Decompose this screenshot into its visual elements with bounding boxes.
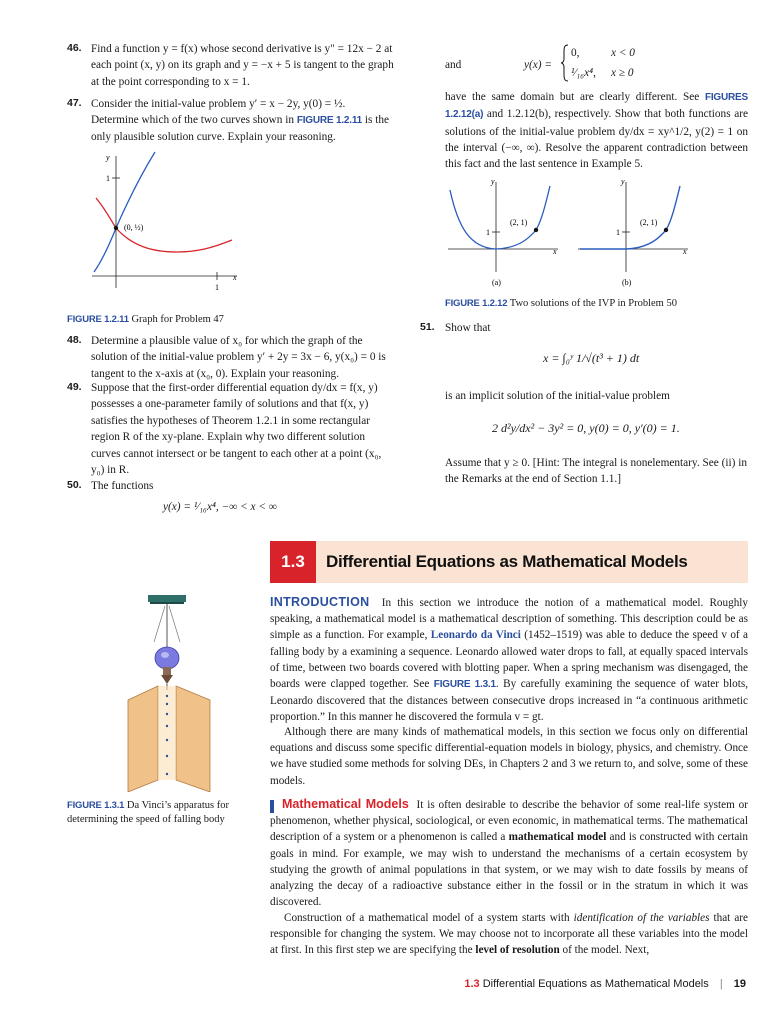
- problem-text: The functions: [91, 480, 154, 492]
- mathematical-models-paragraph: [270, 796, 748, 910]
- y-axis-label: y: [621, 177, 625, 186]
- figure-1-2-11-plot: [82, 148, 252, 294]
- figure-1-2-11-caption: [67, 313, 367, 327]
- text: have the same domain but are clearly different. See: [445, 91, 705, 103]
- problem-48: [67, 333, 395, 382]
- bold-term: mathematical model: [508, 831, 607, 844]
- figure-1-3-1-caption: [67, 799, 267, 827]
- text: It is often desirable to describe the behavior of some real-life system or phenomenon, whether physical, sociological, or even economic, in mathematical terms. The mathematical description of a system or a phenomenon is called a: [270, 799, 748, 844]
- problem-text: Find a function y = f(x) whose second derivative is y" = 12x − 2 at each point (x, y) on its graph and y = −x + 5 is tangent to the graph at the point corresponding to x = 1.: [91, 43, 394, 88]
- problem-text: Determine a plausible value of x₀ for which the graph of the solution of the initial-value problem y′ + 2y = 3x − 6, y(x₀) = 0 is tangent to the x-axis at (x₀, 0). Explain your reasoning.: [91, 335, 386, 380]
- da-vinci-apparatus-illustration: [120, 592, 240, 792]
- figure-1-2-12b-plot: [570, 172, 700, 292]
- problem-46: [67, 41, 395, 90]
- introduction-paragraph-2: [270, 724, 748, 789]
- caption-label: FIGURE 1.2.11: [67, 314, 129, 325]
- text: of the model. Next,: [559, 944, 650, 957]
- problem-number: 49.: [67, 381, 82, 393]
- problem-50: [67, 478, 395, 494]
- mathematical-models-paragraph-2: [270, 910, 748, 959]
- point-label: (2, 1): [510, 218, 528, 227]
- text: . By carefully examining the sequence of water blots, Leonardo discovered that the distances between consecutive drops increased in “a continuous arithmetic proportion.” In this manner he discovered the formula v = gt.: [270, 678, 748, 724]
- subfigure-label-b: (b): [622, 278, 632, 287]
- figure-reference[interactable]: FIGURES 1.2.12(a): [445, 92, 748, 121]
- text: and is constructed with certain goals in mind. For example, we may wish to understand the mechanisms of a certain ecosystem by studying the growth of animal populations in that system, or we may wish to date fossils by means of analyzing the decay of a radioactive substance either in the fossil or in the stratum in which it was discovered.: [270, 831, 748, 909]
- problem-51-tail: Assume that y ≥ 0. [Hint: The integral is nonelementary. See (ii) in the Remarks at the end of Section 1.1.]: [445, 457, 748, 486]
- page-footer: [464, 977, 746, 993]
- section-title: Differential Equations as Mathematical Models: [326, 551, 688, 571]
- point-2-1: [664, 228, 668, 232]
- problem-number: 48.: [67, 334, 82, 346]
- x-tick-label: 1: [215, 283, 219, 292]
- equation-p50-piecewise-lhs: y(x) =: [524, 59, 552, 71]
- x-axis-label: x: [553, 247, 557, 256]
- x-axis-label: x: [683, 247, 687, 256]
- italic-term: identification of the variables: [573, 912, 710, 924]
- blue-curve: [450, 186, 550, 249]
- equation-p50-a: y(x) = ¹⁄₁₆x⁴, −∞ < x < ∞: [163, 501, 277, 513]
- tick-label: 1: [616, 228, 620, 237]
- intersection-point: [114, 226, 118, 230]
- caption-label: FIGURE 1.2.12: [445, 298, 508, 309]
- bold-term: level of resolution: [475, 944, 560, 957]
- problem-number: 46.: [67, 42, 82, 54]
- y-axis-label: y: [491, 177, 495, 186]
- blue-curve: [580, 186, 680, 249]
- point-2-1: [534, 228, 538, 232]
- case1-value: 0,: [571, 47, 580, 59]
- red-curve: [96, 198, 232, 252]
- problem-number: 51.: [420, 321, 435, 333]
- introduction-heading: INTRODUCTION: [270, 595, 370, 609]
- leonardo-link[interactable]: Leonardo da Vinci: [430, 629, 521, 642]
- figure-reference[interactable]: FIGURE 1.3.1: [433, 679, 496, 691]
- problem-50-continued: [445, 89, 748, 172]
- blue-curve: [94, 152, 155, 272]
- text: Although there are many kinds of mathematical models, in this section we focus only on differential equations and discuss some specific differential-equation models in biology, physics, and chemistry. Once we have studied some methods for solving DEs, in Chapters 2 and 3 we return to, and solve, some of these models.: [270, 726, 748, 787]
- text: that are responsible for changing the system. We may choose not to incorporate all these variables into the model at first. In this first step we are specifying the: [270, 912, 748, 957]
- page-number: 19: [733, 978, 746, 990]
- text: In this section we introduce the notion of a mathematical model. Roughly speaking, a mathematical model is a mathematical description of something. This description could be as simple as a function. For example,: [270, 597, 748, 642]
- footer-section-number: 1.3: [464, 978, 480, 990]
- problem-text: Suppose that the first-order differential equation dy/dx = f(x, y) possesses a one-parameter family of solutions and that f(x, y) satisfies the hypotheses of Theorem 1.2.1 in some rectangular region R of the xy-plane. Explain why two different solution curves cannot intersect or be tangent to each other at a point (x₀, y₀) in R.: [91, 382, 382, 476]
- caption-text: Graph for Problem 47: [131, 314, 224, 325]
- problem-47: [67, 96, 395, 145]
- footer-separator: |: [719, 978, 723, 990]
- problem-number: 47.: [67, 97, 82, 109]
- y-axis-label: y: [106, 153, 110, 162]
- caption-text: Two solutions of the IVP in Problem 50: [509, 298, 677, 309]
- caption-text: Da Vinci’s apparatus for determining the speed of falling body: [67, 800, 229, 826]
- footer-section-title: Differential Equations as Mathematical Models: [482, 978, 709, 990]
- text: (1452–1519) was able to deduce the speed v of a falling body by a examining a sequence. Leonardo allowed water drops to fall, at equally spaced intervals of time, between two boards covered with blotting paper. When a spring mechanism was disengaged, the boards were clapped together. See: [270, 629, 748, 691]
- and-word: and: [445, 59, 462, 71]
- text: Construction of a mathematical model of a system starts with: [284, 912, 574, 924]
- equation-integral: x = ∫₀ʸ 1/√(t³ + 1) dt: [543, 351, 640, 365]
- figure-1-2-12-caption: [445, 297, 748, 311]
- x-axis-label: x: [233, 273, 237, 282]
- caption-label: FIGURE 1.3.1: [67, 800, 125, 811]
- left-brace: [560, 44, 570, 82]
- figure-1-2-12a-plot: [440, 172, 570, 292]
- problem-number: 50.: [67, 479, 82, 491]
- point-label: (2, 1): [640, 218, 658, 227]
- subsection-heading: Mathematical Models: [282, 797, 409, 811]
- case1-condition: x < 0: [611, 47, 635, 59]
- point-label: (0, ½): [124, 223, 144, 232]
- problem-text: Show that: [445, 322, 491, 334]
- section-number: 1.3: [270, 541, 316, 583]
- introduction-paragraph: [270, 594, 748, 726]
- problem-51-mid: is an implicit solution of the initial-value problem: [445, 390, 670, 402]
- problem-51: [420, 320, 748, 336]
- tick-label: 1: [486, 228, 490, 237]
- case2-value: ¹⁄₁₆x⁴,: [571, 67, 596, 79]
- equation-ivp: 2 d²y/dx² − 3y² = 0, y(0) = 0, y′(0) = 1.: [492, 421, 680, 435]
- problem-text: is the only plausible solution curve. Explain your reasoning.: [91, 114, 390, 143]
- figure-reference[interactable]: FIGURE 1.2.11: [296, 115, 363, 127]
- y-tick-label: 1: [106, 174, 110, 183]
- problem-text: Consider the initial-value problem y′ = x − 2y, y(0) = ½. Determine which of the two curves shown in: [91, 98, 346, 127]
- subfigure-label-a: (a): [492, 278, 501, 287]
- case2-condition: x ≥ 0: [611, 67, 634, 79]
- problem-49: [67, 380, 395, 478]
- text: and 1.2.12(b), respectively. Show that both functions are solutions of the initial-value problem dy/dx = xy^1/2, y(2) = 1 on the interval (−∞, ∞). Resolve the apparent contradiction between this fact and the last sentence in Example 5.: [445, 108, 748, 171]
